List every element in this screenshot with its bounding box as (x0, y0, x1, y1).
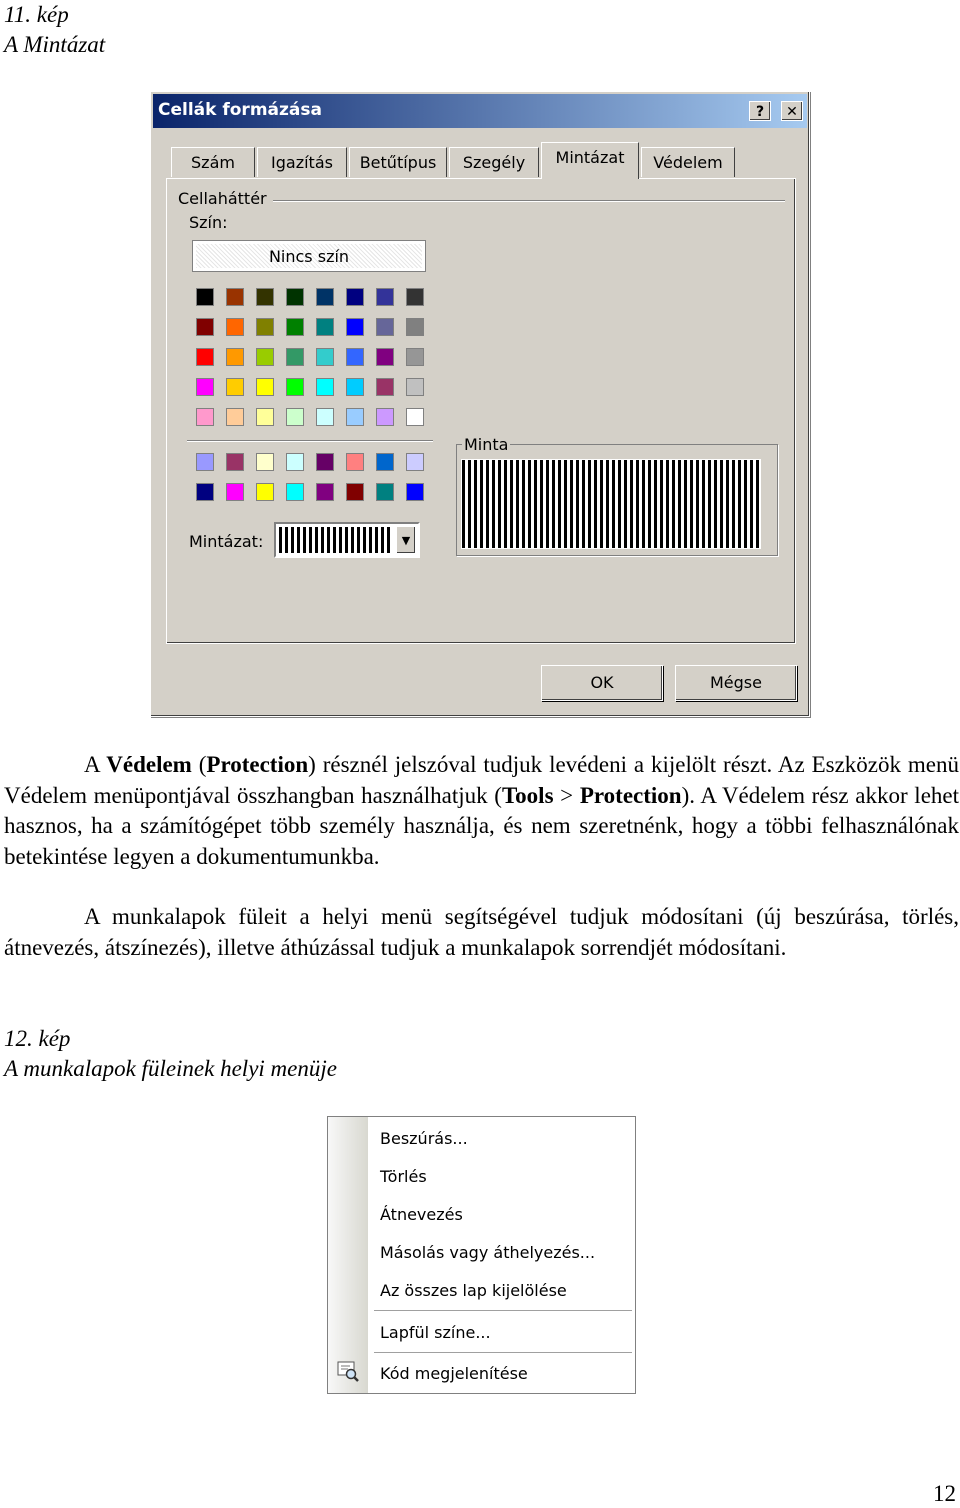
text: ( (191, 752, 207, 777)
color-swatch[interactable] (316, 483, 334, 501)
color-swatch[interactable] (226, 348, 244, 366)
color-swatch[interactable] (256, 453, 274, 471)
color-swatch[interactable] (256, 483, 274, 501)
color-swatch[interactable] (376, 483, 394, 501)
color-swatch[interactable] (196, 348, 214, 366)
color-swatch[interactable] (226, 453, 244, 471)
pattern-dropdown[interactable] (274, 522, 420, 558)
color-swatch[interactable] (346, 408, 364, 426)
format-cells-dialog (150, 91, 810, 717)
menu-item-view-code[interactable]: Kód megjelenítése (380, 1364, 528, 1383)
color-label: Szín: (189, 213, 228, 232)
color-swatch[interactable] (256, 378, 274, 396)
color-swatch[interactable] (406, 318, 424, 336)
color-swatch[interactable] (196, 288, 214, 306)
color-swatch[interactable] (406, 378, 424, 396)
color-swatch[interactable] (376, 348, 394, 366)
text: A (84, 752, 107, 777)
color-swatch[interactable] (316, 408, 334, 426)
color-swatch[interactable] (316, 318, 334, 336)
menu-item-insert[interactable]: Beszúrás... (380, 1129, 468, 1148)
color-swatch[interactable] (256, 408, 274, 426)
color-swatch[interactable] (286, 318, 304, 336)
color-swatch[interactable] (376, 453, 394, 471)
color-swatch[interactable] (346, 378, 364, 396)
figure-number: 12. kép (4, 1026, 71, 1051)
dialog-titlebar (153, 94, 807, 128)
menu-item-delete[interactable]: Törlés (380, 1167, 427, 1186)
menu-separator (374, 1310, 632, 1311)
paragraph-worksheet-tabs (4, 902, 959, 963)
tab-protection[interactable]: Védelem (641, 147, 735, 177)
color-swatch[interactable] (376, 318, 394, 336)
no-color-button[interactable] (192, 240, 426, 272)
bold-term: Tools (501, 782, 554, 808)
color-swatch[interactable] (406, 348, 424, 366)
color-swatch[interactable] (196, 408, 214, 426)
tab-font[interactable]: Betűtípus (349, 147, 447, 177)
color-swatch[interactable] (406, 453, 424, 471)
color-swatch[interactable] (226, 288, 244, 306)
color-swatch[interactable] (256, 348, 274, 366)
figure-caption: A Mintázat (4, 32, 106, 57)
color-swatch[interactable] (376, 408, 394, 426)
tab-border[interactable]: Szegély (449, 147, 539, 177)
color-swatch[interactable] (346, 453, 364, 471)
color-swatch[interactable] (196, 483, 214, 501)
color-swatch[interactable] (346, 348, 364, 366)
color-swatch[interactable] (346, 318, 364, 336)
color-swatch[interactable] (316, 453, 334, 471)
color-swatch[interactable] (346, 288, 364, 306)
page-number: 12 (933, 1481, 956, 1506)
figure-caption: A munkalapok füleinek helyi menüje (4, 1056, 337, 1081)
section-divider (273, 200, 785, 202)
color-swatch[interactable] (316, 378, 334, 396)
color-swatch[interactable] (376, 288, 394, 306)
color-swatch[interactable] (346, 483, 364, 501)
color-swatch[interactable] (226, 408, 244, 426)
color-swatch[interactable] (376, 378, 394, 396)
pattern-swatch (279, 527, 391, 553)
color-swatch[interactable] (256, 318, 274, 336)
tab-number[interactable]: Szám (171, 147, 255, 177)
color-swatch[interactable] (316, 288, 334, 306)
pattern-label: Mintázat: (189, 532, 264, 551)
dropdown-arrow-icon[interactable]: ▼ (396, 526, 416, 554)
color-swatch[interactable] (286, 288, 304, 306)
text: ). A Védelem rész akkor lehet hasznos, ha a számítógépet több személy használja, és nem szeretnénk, hogy a többi felhasználónak betekintése legyen a dokumentumunkba. (4, 782, 959, 869)
cancel-button[interactable]: Mégse (675, 665, 797, 701)
menu-item-select-all-sheets[interactable]: Az összes lap kijelölése (380, 1281, 567, 1300)
menu-item-move-copy[interactable]: Másolás vagy áthelyezés... (380, 1243, 596, 1262)
color-swatch[interactable] (286, 483, 304, 501)
color-swatch[interactable] (316, 348, 334, 366)
color-swatch[interactable] (196, 378, 214, 396)
figure-number: 11. kép (4, 2, 69, 27)
color-swatch[interactable] (406, 288, 424, 306)
color-swatch[interactable] (406, 483, 424, 501)
paragraph-protection (4, 750, 959, 872)
color-swatch[interactable] (226, 378, 244, 396)
no-color-label: Nincs szín (196, 244, 422, 268)
color-swatch[interactable] (226, 483, 244, 501)
close-button[interactable]: ✕ (781, 101, 803, 121)
color-swatch[interactable] (286, 378, 304, 396)
color-swatch[interactable] (196, 453, 214, 471)
color-swatch[interactable] (226, 318, 244, 336)
color-swatch[interactable] (196, 318, 214, 336)
bold-term: Protection (579, 782, 682, 808)
tab-alignment[interactable]: Igazítás (257, 147, 347, 177)
sample-label: Minta (464, 435, 509, 454)
bold-term: Protection (206, 752, 309, 777)
text: > (553, 782, 580, 808)
dialog-title: Cellák formázása (158, 100, 322, 120)
color-swatch[interactable] (286, 453, 304, 471)
color-swatch[interactable] (256, 288, 274, 306)
palette-divider (187, 440, 433, 442)
ok-button[interactable]: OK (541, 665, 663, 701)
color-swatch[interactable] (286, 348, 304, 366)
text: ) résznél jelszóval tudjuk levédeni a kijelölt részt. Az Eszközök menü Védelem menüpontjával összhangban használhatjuk ( (4, 752, 959, 808)
text: A munkalapok füleit a helyi menü segítségével tudjuk módosítani (új beszúrása, törlés, átnevezés, átszínezés), illetve áthúzással tudjuk a munkalapok sorrendjét módosítani. (4, 904, 959, 960)
sheet-tab-context-menu (327, 1116, 636, 1394)
menu-item-tab-color[interactable]: Lapfül színe... (380, 1323, 491, 1342)
help-button[interactable]: ? (749, 101, 771, 121)
menu-item-rename[interactable]: Átnevezés (380, 1205, 463, 1224)
cell-shading-label: Cellaháttér (178, 189, 267, 208)
sample-preview (461, 459, 761, 549)
color-swatch[interactable] (286, 408, 304, 426)
bold-term: Védelem (106, 752, 192, 777)
view-code-icon (336, 1359, 360, 1383)
menu-separator (374, 1352, 632, 1353)
menu-icon-gutter (328, 1117, 368, 1393)
color-swatch[interactable] (406, 408, 424, 426)
tab-patterns[interactable]: Mintázat (541, 142, 639, 179)
